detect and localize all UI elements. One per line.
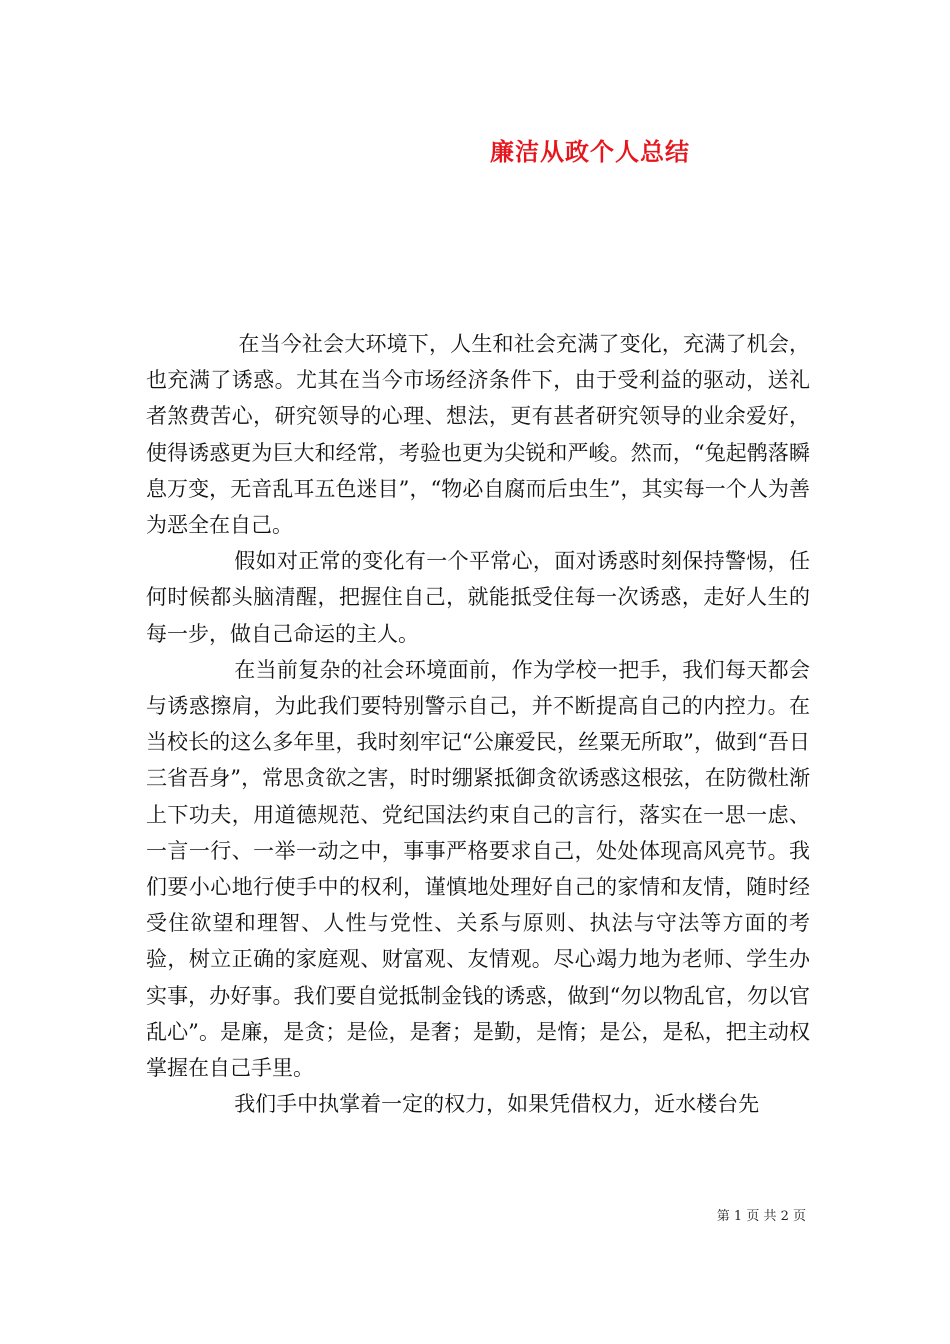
paragraph-3: 在当前复杂的社会环境面前，作为学校一把手，我们每天都会与诱惑擦肩，为此我们要特别警示自己，并不断提高自己的内控力。在当校长的这么多年里，我时刻牢记“公廉爱民，丝粟无所取”，做到“吾日三省吾身”，常思贪欲之害，时时绷紧抵御贪欲诱惑这根弦，在防微杜渐上下功夫，用道德规范、党纪国法约束自己的言行，落实在一思一虑、一言一行、一举一动之中，事事严格要求自己，处处体现高风亮节。我们要小心地行使手中的权利，谨慎地处理好自己的家情和友情，随时经受住欲望和理智、人性与党性、关系与原则、执法与守法等方面的考验，树立正确的家庭观、财富观、友情观。尽心竭力地为老师、学生办实事，办好事。我们要自觉抵制金钱的诱惑，做到“勿以物乱官，勿以官乱心”。是廉，是贪；是俭，是奢；是勤，是惰；是公，是私，把主动权掌握在自己手里。 <box>146 657 810 1081</box>
paragraph-4: 我们手中执掌着一定的权力，如果凭借权力，近水楼台先 <box>234 1092 760 1117</box>
paragraph-2: 假如对正常的变化有一个平常心，面对诱惑时刻保持警惕，任何时候都头脑清醒，把握住自己，就能抵受住每一次诱惑，走好人生的每一步，做自己命运的主人。 <box>146 549 810 646</box>
document-body <box>146 326 810 1122</box>
paragraph-1: 在当今社会大环境下，人生和社会充满了变化，充满了机会，也充满了诱惑。尤其在当今市场经济条件下，由于受利益的驱动，送礼者煞费苦心，研究领导的心理、想法，更有甚者研究领导的业余爱好，使得诱惑更为巨大和经常，考验也更为尖锐和严峻。然而，“兔起鹘落瞬息万变，无音乱耳五色迷目”，“物必自腐而后虫生”，其实每一个人为善为恶全在自己。 <box>146 332 810 538</box>
document-title: 廉洁从政个人总结 <box>490 137 690 166</box>
page-number-footer: 第 1 页 共 2 页 <box>716 1209 806 1224</box>
